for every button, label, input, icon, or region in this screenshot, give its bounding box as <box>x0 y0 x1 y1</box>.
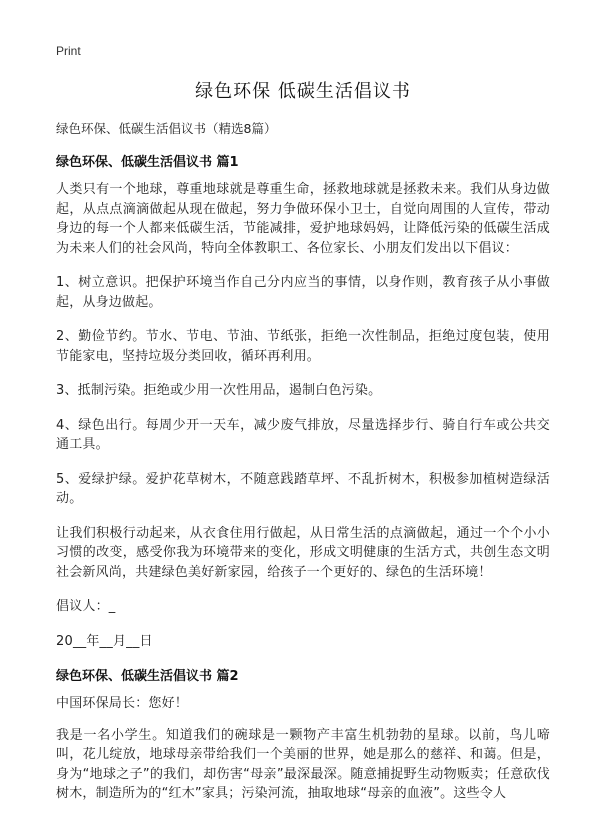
paragraph: 让我们积极行动起来，从衣食住用行做起，从日常生活的点滴做起，通过一个个小小习惯的改变，感受你我为环境带来的变化，形成文明健康的生活方式，共创生态文明社会新风尚，共建绿色美好新家园，给孩子一个更好的、绿色的生活环境！ <box>56 525 550 580</box>
paragraph: 我是一名小学生。知道我们的碗球是一颗物产丰富生机勃勃的星球。以前，鸟儿啼叫，花儿绽放，地球母亲带给我们一个美丽的世界，她是那么的慈祥、和蔼。但是，身为“地球之子”的我们，却伤害“母亲”最深最深。随意捕捉野生动物贩卖；任意砍伐树木，制造所为的“红木”家具；污染河流，抽取地球“母亲的血液”。这些令人 <box>56 727 550 801</box>
paragraph: 2、勤俭节约。节水、节电、节油、节纸张，拒绝一次性制品，拒绝过度包装，使用节能家电，坚持垃圾分类回收，循环再利用。 <box>56 329 550 364</box>
paragraph: 3、抵制污染。拒绝或少用一次性用品，遏制白色污染。 <box>56 383 382 398</box>
document-subtitle: 绿色环保、低碳生活倡议书（精选8篇） <box>56 121 277 136</box>
print-link[interactable]: Print <box>56 44 81 58</box>
paragraph: 1、树立意识。把保护环境当作自己分内应当的事情，以身作则，教育孩子从小事做起，从身边做起。 <box>56 275 550 310</box>
paragraph: 人类只有一个地球，尊重地球就是尊重生命，拯救地球就是拯救未来。我们从身边做起，从点点滴滴做起从现在做起，努力争做环保小卫士，自觉向周围的人宣传，带动身边的每一个人都来低碳生活，节能减排，爱护地球妈妈，让降低污染的低碳生活成为未来人们的社会风尚，特向全体教职工、各位家长、小朋友们发出以下倡议： <box>56 182 550 256</box>
section-heading-2: 绿色环保、低碳生活倡议书 篇2 <box>56 669 239 684</box>
section-heading-1: 绿色环保、低碳生活倡议书 篇1 <box>56 155 239 170</box>
date-line: 20__年__月__日 <box>56 633 153 649</box>
document-page <box>56 78 550 819</box>
signature-line: 倡议人：_ <box>56 599 116 614</box>
paragraph: 4、绿色出行。每周少开一天车，减少废气排放，尽量选择步行、骑自行车或公共交通工具。 <box>56 417 550 452</box>
greeting: 中国环保局长：您好！ <box>56 696 189 711</box>
document-title: 绿色环保 低碳生活倡议书 <box>195 81 411 102</box>
paragraph: 5、爱绿护绿。爱护花草树木，不随意践踏草坪、不乱折树木，积极参加植树造绿活动。 <box>56 471 550 506</box>
